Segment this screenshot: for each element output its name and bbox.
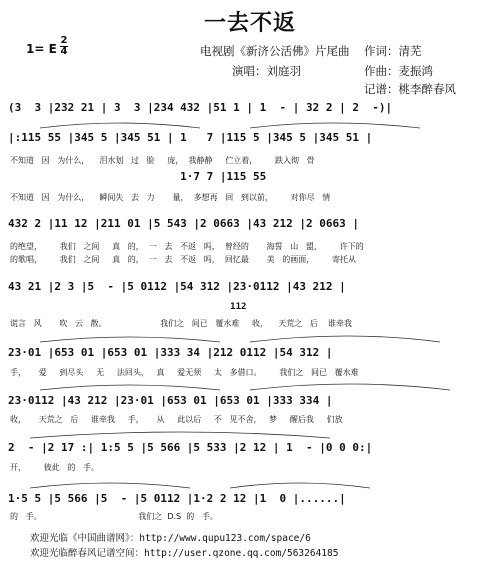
- footer-line-2: 欢迎光临醉春风记谱空间：http://user.qzone.qq.com/563264185: [30, 548, 339, 559]
- singer-name: 刘庭羽: [266, 64, 301, 78]
- score-row-7: 23·0112 |43 212 |23·01 |653 01 |653 01 |333 334 |: [8, 394, 333, 407]
- lyricist-line: [364, 43, 422, 59]
- score-row-2: |:115 55 |345 5 |345 51 | 1 7 |115 5 |345 5 |345 51 |: [8, 131, 373, 144]
- transcriber-name: 桃李醉春风: [398, 82, 456, 96]
- composer-line: [364, 63, 433, 79]
- key-signature: 1= E: [26, 42, 57, 56]
- lyric-line-6: 手， 爱 到尽头 无 法回头， 真 爱无须 太 多借口。 我们之 间已 覆水难: [10, 368, 359, 377]
- score-row-4: 432 2 |11 12 |211 01 |5 543 |2 0663 |43 212 |2 0663 |: [8, 217, 359, 230]
- score-row-3: 1·7 7 |115 55: [8, 170, 267, 183]
- source-note: 电视剧《新济公活佛》片尾曲: [200, 44, 350, 58]
- lyric-line-5: 谎言 风 吹 云 散。 我们之 间已 覆水难 收， 天荒之 后 谁牵我: [10, 319, 353, 328]
- composer-name: 麦振鸿: [398, 64, 433, 78]
- lyric-line-2: 不知道 因 为什么， 瞬间失 去 力 量， 多想再 回 到以前， 对你尽 情: [10, 193, 331, 202]
- composer-label: 作曲：: [364, 64, 399, 78]
- lyric-line-3: 的绝望， 我们 之间 真 的， 一 去 不返 吗， 曾经的 海誓 山 盟， 许下的: [10, 242, 364, 251]
- time-numerator: 2: [60, 35, 68, 46]
- transcriber-label: 记谱：: [364, 82, 399, 96]
- time-signature: [60, 36, 68, 57]
- time-denominator: 4: [60, 46, 68, 57]
- score-row-volta: 112: [8, 302, 247, 312]
- score-row-6: 23·01 |653 01 |653 01 |333 34 |212 0112 |54 312 |: [8, 346, 333, 359]
- lyric-line-4: 的歌唱， 我们 之间 真 的， 一 去 不返 吗， 回忆最 美 的画面， 寄托从: [10, 255, 357, 264]
- lyric-line-1: 不知道 因 为什么， 泪水划 过 脸 庞， 我静静 伫立着， 跌入彻 骨: [10, 156, 315, 165]
- lyric-line-8: 开， 彼此 的 手。: [10, 463, 100, 472]
- singer-label: 演唱：: [232, 64, 267, 78]
- score-row-8: 2 - |2 17 :| 1:5 5 |5 566 |5 533 |2 12 | 1 - |0 0 0:|: [8, 441, 373, 454]
- transcriber-line: [364, 81, 456, 97]
- score-row-1: (3 3 |232 21 | 3 3 |234 432 |51 1 | 1 - | 32 2 | 2 -)|: [8, 101, 393, 114]
- footer-line-1: 欢迎光临《中国曲谱网》：http://www.qupu123.com/space/6: [30, 533, 311, 544]
- song-title: 一去不返: [203, 10, 296, 36]
- lyric-line-9: 的 手。 我们之 D.S 的 手。: [10, 512, 218, 521]
- lyricist-name: 清芜: [398, 44, 422, 58]
- singer-line: [232, 63, 301, 79]
- lyric-line-7: 收， 天荒之 后 谁牵我 手， 从 此以后 不 见不舍， 梦 醒后我 们放: [10, 415, 343, 424]
- score-row-9: 1·5 5 |5 566 |5 - |5 0112 |1·2 2 12 |1 0 |......|: [8, 492, 346, 505]
- score-row-5: 43 21 |2 3 |5 - |5 0112 |54 312 |23·0112 |43 212 |: [8, 280, 346, 293]
- lyricist-label: 作词：: [364, 44, 399, 58]
